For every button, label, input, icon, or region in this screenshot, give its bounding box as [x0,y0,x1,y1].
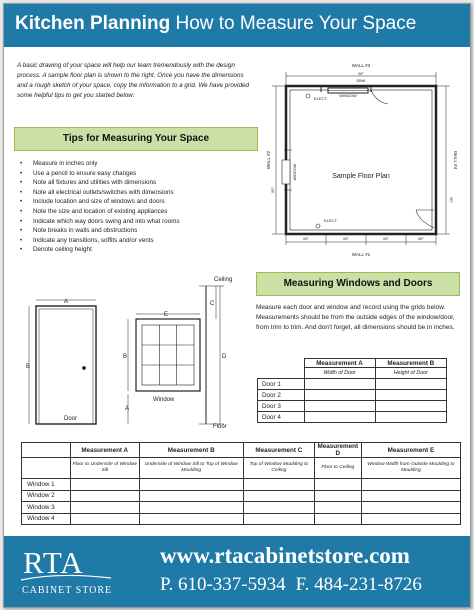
door-cell[interactable] [304,412,375,423]
door-row-label: Door 2 [258,390,305,401]
window-cell[interactable] [139,513,243,525]
dim-label: 00" [358,71,364,76]
tip-item: • Use a pencil to ensure easy changes [20,169,180,179]
tips-list [20,159,180,255]
phone-number: P. 610-337-5934 [160,574,286,595]
door-window-diagram [24,276,254,436]
window-cell[interactable] [361,479,460,491]
dim-letter-c: C [210,301,215,307]
dim-letter-a: A [63,299,69,305]
tip-item: • Measure in inches only [20,159,180,169]
floor-label: Floor [213,424,227,430]
window-cell[interactable] [361,513,460,525]
door-row-label: Door 3 [258,401,305,412]
window-subheader-e: Window Width from Outside Moulding to Moulding [361,458,460,479]
tip-item: • Denote ceiling height [20,245,180,255]
window-cell[interactable] [243,479,314,491]
window-cell[interactable] [243,502,314,514]
table-row [258,412,447,423]
tip-item: • Note the size and location of existing appliances [20,207,180,217]
window-header-e: Measurement E [361,443,460,458]
window-subheader-a: Floor to Underside of Window Sill [71,458,140,479]
wall2-label: WALL #2 [266,150,271,170]
header-banner [4,4,470,47]
window-row-label: Window 4 [22,513,71,525]
elect-label: ELECT. [314,96,328,101]
dim-letter-a-window: A [125,406,130,412]
window-cell[interactable] [361,490,460,502]
door-subheader-a: Width of Door [304,368,375,379]
door-cell[interactable] [375,412,446,423]
tip-item: • Indicate which way doors swing and into what rooms [20,217,180,227]
window-cell[interactable] [243,490,314,502]
window-cell[interactable] [71,490,140,502]
window-cell[interactable] [243,513,314,525]
sample-floor-plan [266,60,456,260]
window-cell[interactable] [139,490,243,502]
dim-label: 00" [270,187,275,193]
ceiling-label: Ceiling [214,277,233,283]
window-subheader-b: Underside of Window Sill to Top of Window Moulding [139,458,243,479]
window-header-a: Measurement A [71,443,140,458]
page-title [15,13,416,35]
dim-label: 00" [343,236,349,241]
footer-banner [4,536,470,607]
title-bold: Kitchen Planning [15,13,171,34]
tip-item: • Note all fixtures and utilities with dimensions [20,178,180,188]
window-cell[interactable] [361,502,460,514]
wall3-label: WALL #3 [351,63,371,68]
table-row [22,490,461,502]
floor-plan-title: Sample Floor Plan [332,173,390,180]
window-header-b: Measurement B [139,443,243,458]
dim-label: 00" [383,236,389,241]
window-measurement-table [21,442,461,525]
plan-window-label: WINDOW [339,93,357,98]
dim-label: 00" [418,236,424,241]
door-cell[interactable] [375,401,446,412]
window-row-label: Window 3 [22,502,71,514]
table-row [22,479,461,491]
contact-numbers [160,574,432,596]
tips-heading: Tips for Measuring Your Space [14,127,258,151]
door-subheader-b: Height of Door [375,368,446,379]
window-cell[interactable] [71,479,140,491]
door-cell[interactable] [304,390,375,401]
door-header-a: Measurement A [304,359,375,368]
dim-letter-e: E [163,312,169,318]
fax-number: F. 484-231-8726 [295,574,422,595]
door-measurement-table [257,358,447,423]
window-cell[interactable] [139,502,243,514]
door-row-label: Door 4 [258,412,305,423]
window-row-label: Window 1 [22,479,71,491]
table-row [22,502,461,514]
door-cell[interactable] [304,401,375,412]
window-row-label: Window 2 [22,490,71,502]
table-row [258,379,447,390]
website-link[interactable]: www.rtacabinetstore.com [160,543,410,568]
window-header-d: Measurement D [314,443,361,458]
window-cell[interactable] [314,490,361,502]
table-row [258,390,447,401]
window-cell[interactable] [314,479,361,491]
window-label: Window [153,397,175,403]
table-row [22,513,461,525]
door-header-b: Measurement B [375,359,446,368]
document-page [3,3,471,608]
tip-item: • Include location and size of windows and doors [20,197,180,207]
door-label: Door [64,416,78,422]
sink-label: SINK [356,78,366,83]
door-cell[interactable] [375,379,446,390]
window-cell[interactable] [139,479,243,491]
dim-label: 00" [303,236,309,241]
logo-store-text: CABINET STORE [22,585,113,596]
dim-letter-b: B [26,364,31,370]
tip-item: • Note all electrical outlets/switches with dimensions [20,188,180,198]
window-cell[interactable] [71,513,140,525]
wall4-label: WALL #4 [453,150,458,170]
tip-item: • Indicate any transitions, soffits and/or vents [20,236,180,246]
rta-logo [19,544,114,602]
tip-item: • Note breaks in walls and obstructions [20,226,180,236]
windows-doors-heading: Measuring Windows and Doors [256,272,460,296]
window-cell[interactable] [314,513,361,525]
title-rest: How to Measure Your Space [170,13,417,34]
dim-label: 00" [449,197,454,203]
window-cell[interactable] [71,502,140,514]
windows-doors-text: Measure each door and window and record using the grids below. Measurements should be from the outside edges of the window/door, from trim to trim. And don't forget, all dimensions should be in inches. [256,304,455,331]
elect-label: ELECT. [324,218,338,223]
table-row [258,401,447,412]
dim-letter-d: D [222,354,227,360]
window-header-c: Measurement C [243,443,314,458]
logo-rta-text: RTA [23,545,84,580]
window-subheader-d: Floor to Ceiling [314,458,361,479]
door-cell[interactable] [375,390,446,401]
door-cell[interactable] [304,379,375,390]
intro-paragraph: A basic drawing of your space will help our team tremendously with the design process. A sample floor plan is shown to the right. Once you have the dimensions and a rough sketch of your space, copy the information to a grid. We have provided some helpful tips to get you started below: [17,62,249,99]
wall1-label: WALL #1 [351,252,371,257]
dim-letter-b-window: B [123,354,128,360]
door-row-label: Door 1 [258,379,305,390]
window-subheader-c: Top of Window Moulding to Ceiling [243,458,314,479]
plan-window-label: WINDOW [293,163,297,181]
window-cell[interactable] [314,502,361,514]
